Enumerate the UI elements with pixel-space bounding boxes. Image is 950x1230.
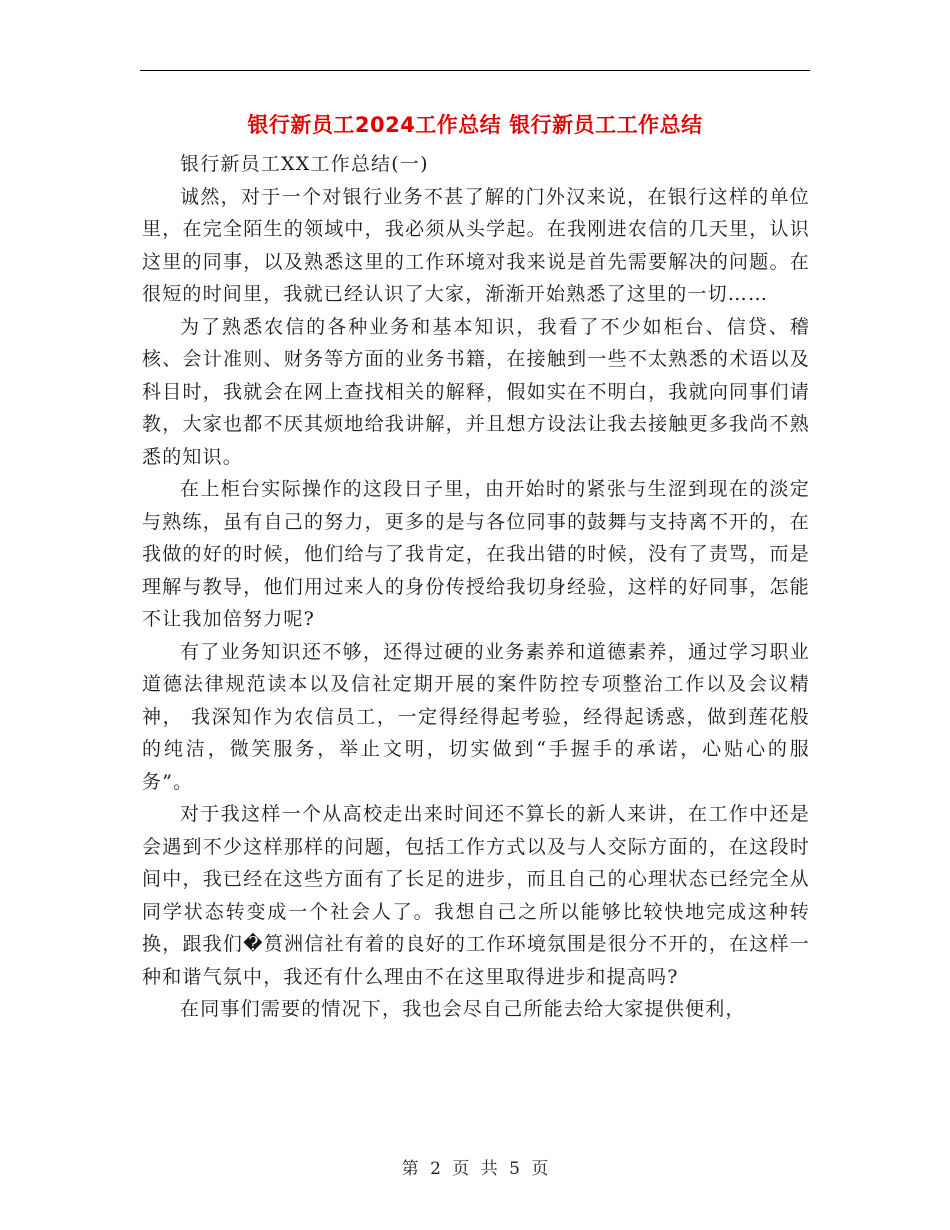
paragraph-2: 为了熟悉农信的各种业务和基本知识，我看了不少如柜台、信贷、稽核、会计准则、财务等方面的业务书籍，在接触到一些不太熟悉的术语以及科目时，我就会在网上查找相关的解释，假如实在不明白，我就向同事们请教，大家也都不厌其烦地给我讲解，并且想方设法让我去接触更多我尚不熟悉的知识。 <box>142 315 810 468</box>
paragraph-3: 在上柜台实际操作的这段日子里，由开始时的紧张与生涩到现在的淡定与熟练，虽有自己的努力，更多的是与各位同事的鼓舞与支持离不开的，在我做的好的时候，他们给与了我肯定，在我出错的时候，没有了责骂，而是理解与教导，他们用过来人的身份传授给我切身经验，这样的好同事，怎能不让我加倍努力呢? <box>142 478 810 630</box>
page-number: 第 2 页 共 5 页 <box>401 1159 549 1179</box>
paragraph-1: 诚然，对于一个对银行业务不甚了解的门外汉来说，在银行这样的单位里，在完全陌生的领域中，我必须从头学起。在我刚进农信的几天里，认识这里的同事，以及熟悉这里的工作环境对我来说是首先需要解决的问题。在很短的时间里，我就已经认识了大家，渐渐开始熟悉了这里的一切…… <box>142 185 810 305</box>
document-body <box>142 148 810 1026</box>
document-title: 银行新员工2024工作总结 银行新员工工作总结 <box>247 113 703 137</box>
paragraph-4: 有了业务知识还不够，还得过硬的业务素养和道德素养，通过学习职业道德法律规范读本以及信社定期开展的案件防控专项整治工作以及会议精神， 我深知作为农信员工，一定得经得起考验，经得起诱惑，做到莲花般的纯洁，微笑服务，举止文明，切实做到“手握手的承诺，心贴心的服务”。 <box>142 640 810 793</box>
paragraph-6: 在同事们需要的情况下，我也会尽自己所能去给大家提供便利， <box>180 998 746 1020</box>
header-rule <box>140 70 810 71</box>
paragraph-5: 对于我这样一个从高校走出来时间还不算长的新人来讲，在工作中还是会遇到不少这样那样的问题，包括工作方式以及与人交际方面的，在这段时间中，我已经在这些方面有了长足的进步，而且自己的心理状态已经完全从同学状态转变成一个社会人了。我想自己之所以能够比较快地完成这种转换，跟我们�筼洲信社有着的良好的工作环境氛围是很分不开的，在这样一种和谐气氛中，我还有什么理由不在这里取得进步和提高吗? <box>142 803 810 988</box>
section-heading: 银行新员工XX工作总结(一) <box>180 153 429 175</box>
